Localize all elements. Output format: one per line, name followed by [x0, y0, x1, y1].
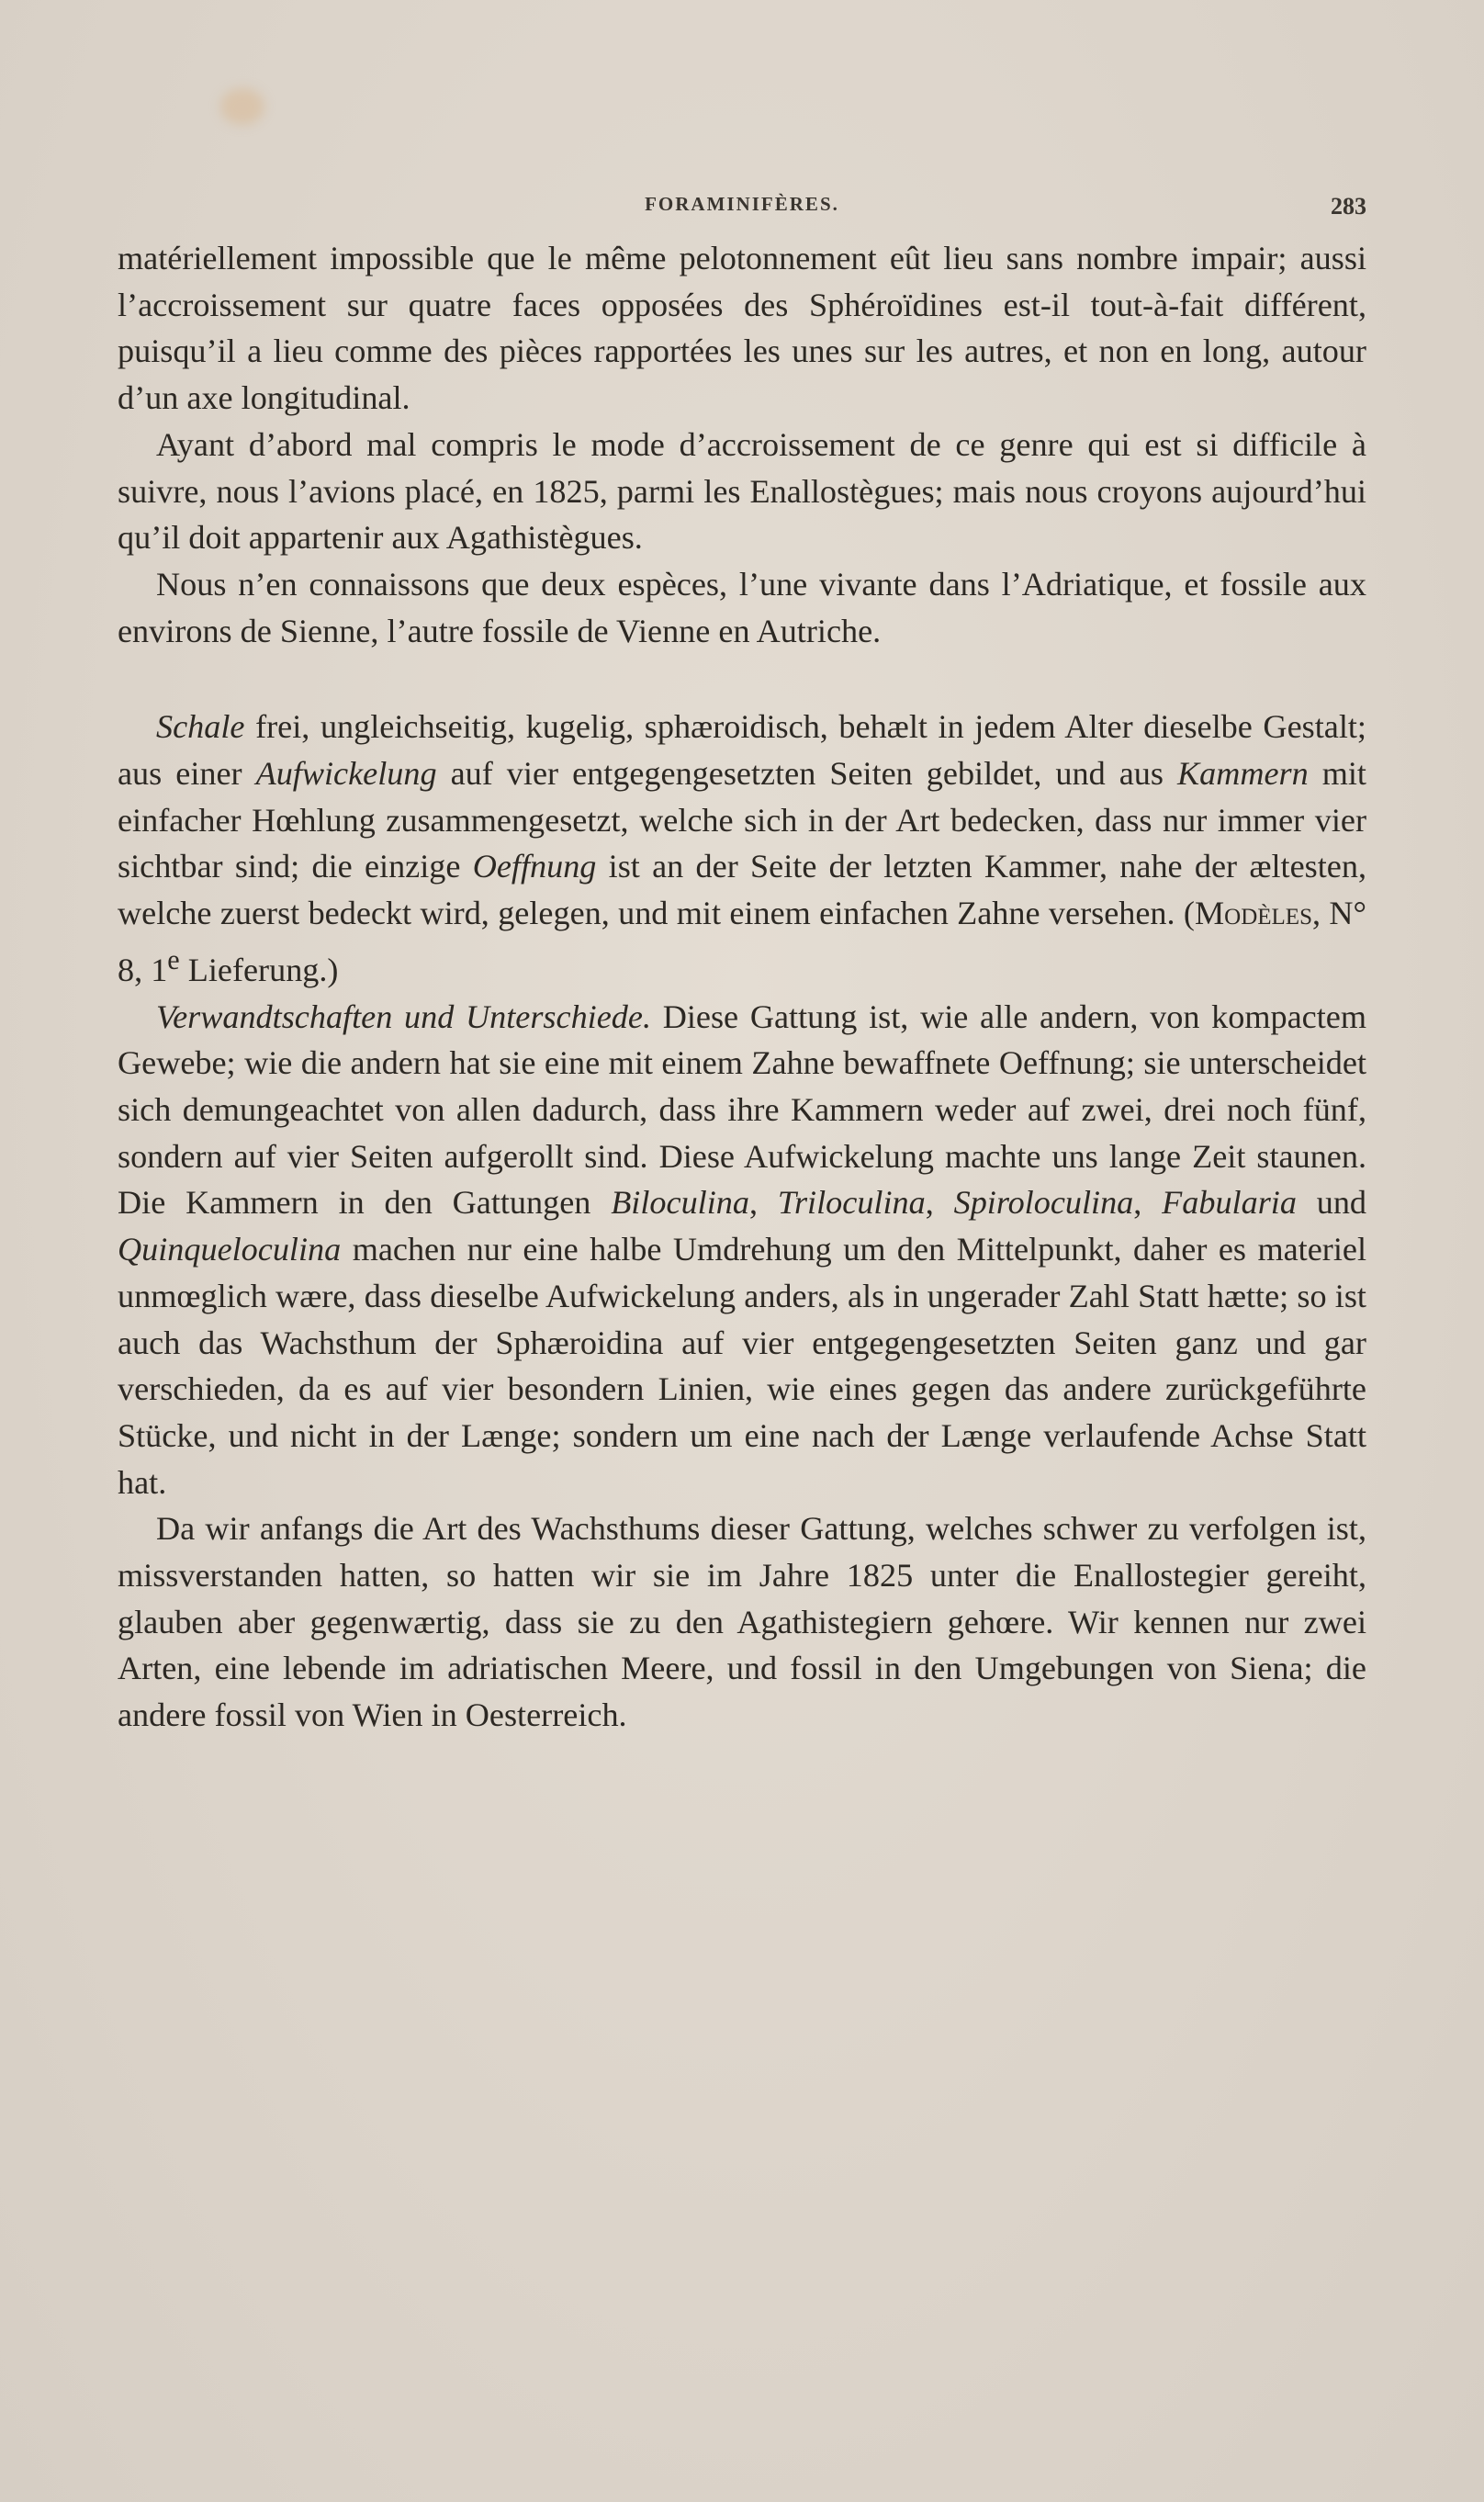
german-paragraph-2: [118, 994, 1366, 1506]
modeles-reference: Modèles: [1194, 895, 1312, 932]
text-run: und: [1296, 1184, 1367, 1222]
superscript-e: e: [167, 943, 180, 975]
term-schale: Schale: [156, 708, 245, 746]
french-paragraph-1: matériellement impossible que le même pelotonnement eût lieu sans nombre impair; aussi l’accroissement sur quatre faces opposées des Sphéroïdines est-il tout-à-fait différent, puisqu’il a lieu comme des pièces rapportées les unes sur les autres, et non en long, autour d’un axe longitudinal.: [118, 240, 1366, 417]
page-number: 283: [1331, 193, 1366, 220]
term-oeffnung: Oeffnung: [472, 848, 597, 885]
genus-fabularia: Fabularia: [1162, 1184, 1297, 1222]
text-run: ,: [748, 1184, 778, 1222]
section-gap: [118, 654, 1366, 704]
running-title: FORAMINIFÈRES.: [645, 193, 839, 215]
text-run: Lieferung.): [179, 951, 339, 988]
page-header: [118, 193, 1366, 220]
french-paragraph-3: Nous n’en connaissons que deux espèces, l’une vivante dans l’Adriatique, et fossile aux environs de Sienne, l’autre fossile de Vienne en Autriche.: [118, 565, 1366, 649]
german-paragraph-3: Da wir anfangs die Art des Wachsthums dieser Gattung, welches schwer zu verfolgen ist, missverstanden hatten, so hatten wir sie im Jahre 1825 unter die Enallostegier gereiht, glauben aber gegenwærtig, dass sie zu den Agathistegiern gehœre. Wir kennen nur zwei Arten, eine lebende im adriatischen Meere, und fossil in den Umgebungen von Siena; die andere fossil von Wien in Oesterreich.: [118, 1510, 1366, 1734]
term-kammern: Kammern: [1176, 755, 1309, 793]
text-run: machen nur eine halbe Umdrehung um den Mittelpunkt, daher es materiel unmœglich wære, dass dieselbe Aufwickelung anders, als in ungerader Zahl Statt hætte; so ist auch das Wachsthum der Sphæroidina auf vier entgegengesetzten Seiten ganz und gar verschieden, da es auf vier besondern Linien, wie eines gegen das andere zurückgeführte Stücke, und nicht in der Længe; sondern um eine nach der Længe verlaufende Achse Statt hat.: [118, 1231, 1366, 1501]
german-paragraph-1: [118, 704, 1366, 993]
text-run: frei, ungleichseitig, kugelig, sphæroidisch, behælt in jedem Alter dieselbe Gestalt; aus einer: [118, 708, 1366, 793]
text-run: Diese Gattung ist, wie alle andern, von kompactem Gewebe; wie die andern hat sie eine mit einem Zahne bewaffnete Oeffnung; sie unterscheidet sich demungeachtet von allen dadurch, dass ihre Kammern weder auf zwei, drei noch fünf, sondern auf vier Seiten aufgerollt sind. Diese Aufwickelung machte uns lange Zeit staunen. Die Kammern in den Gattungen: [118, 997, 1366, 1222]
genus-quinqueloculina: Quinqueloculina: [118, 1231, 342, 1268]
genus-biloculina: Biloculina: [611, 1184, 749, 1222]
term-verwandtschaften: Verwandtschaften und Unterschiede.: [156, 997, 651, 1035]
text-run: ist an der Seite der letzten Kammer, nahe der æltesten, welche zuerst bedeckt wird, gelegen, und mit einem einfachen Zahne versehen. (: [118, 848, 1367, 932]
text-run: auf vier entgegengesetzten Seiten gebildet, und aus: [436, 755, 1177, 793]
genus-triloculina: Triloculina: [777, 1184, 926, 1222]
text-run: ,: [925, 1184, 954, 1222]
text-run: mit einfacher Hœhlung zusammengesetzt, welche sich in der Art bedecken, dass nur immer vier sichtbar sind; die einzige: [118, 755, 1366, 885]
term-aufwickelung: Aufwickelung: [255, 755, 437, 793]
text-run: , N° 8, 1: [118, 895, 1366, 988]
text-run: ,: [1133, 1184, 1163, 1222]
paper-stain: [220, 88, 264, 125]
body-text: [118, 235, 1366, 1739]
french-paragraph-2: Ayant d’abord mal compris le mode d’accroissement de ce genre qui est si difficile à suivre, nous l’avions placé, en 1825, parmi les Enallostègues; mais nous croyons aujourd’hui qu’il doit appartenir aux Agathistègues.: [118, 425, 1366, 557]
genus-spiroloculina: Spiroloculina: [953, 1184, 1134, 1222]
